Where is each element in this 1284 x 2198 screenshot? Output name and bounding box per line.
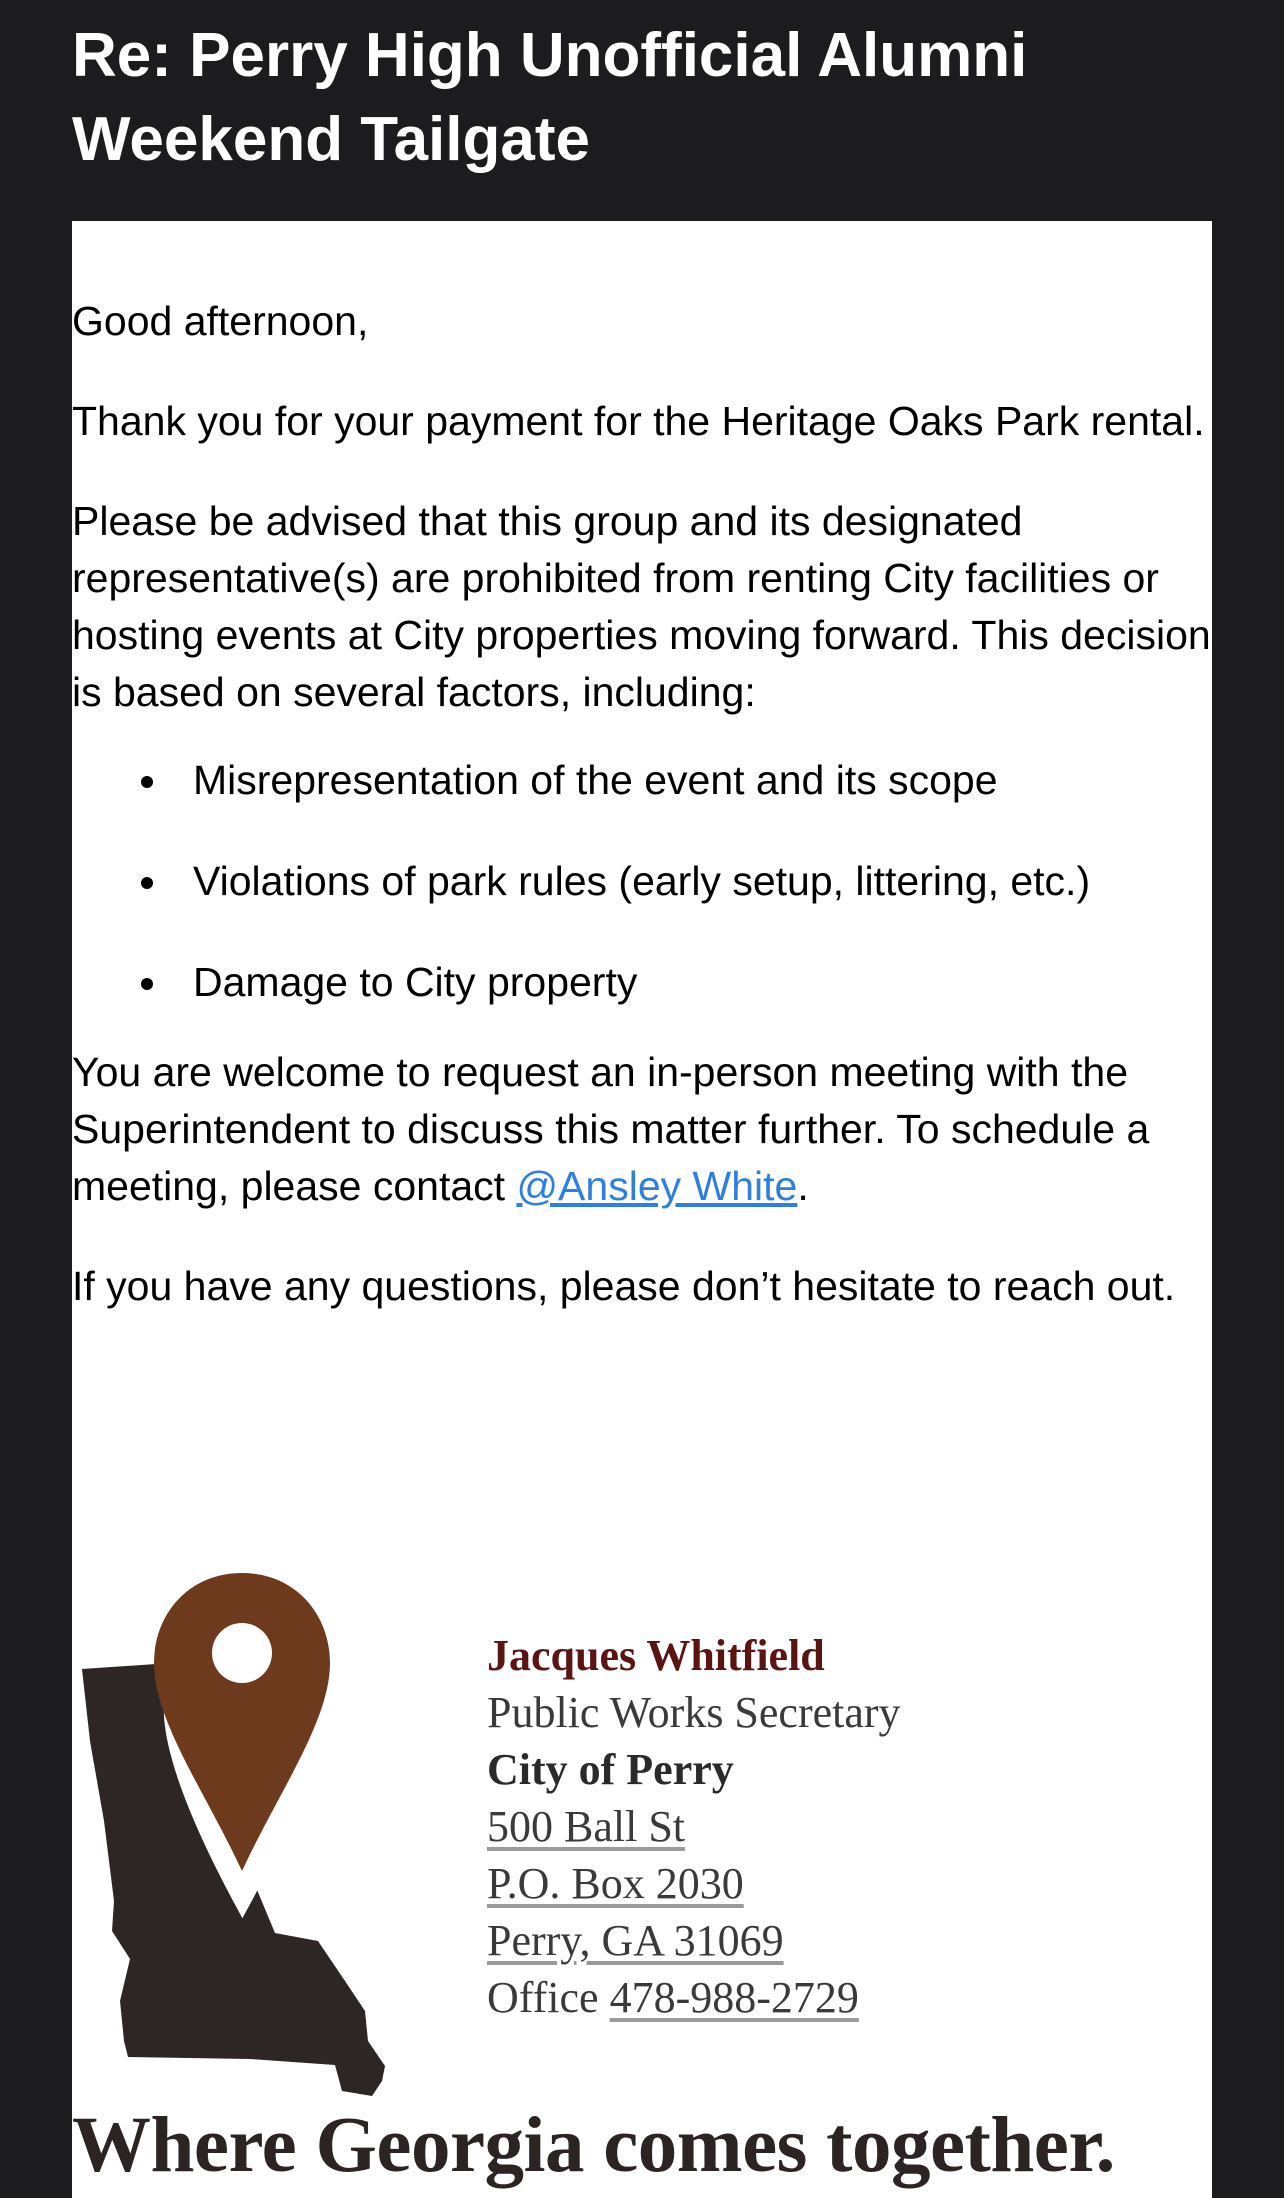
georgia-map-pin-logo-icon bbox=[80, 1571, 440, 2101]
office-line bbox=[487, 1969, 1187, 2026]
sender-name: Jacques Whitfield bbox=[487, 1631, 825, 1680]
bullet-icon bbox=[141, 978, 153, 990]
mention-link-ansley-white[interactable]: @Ansley White bbox=[516, 1163, 798, 1209]
greeting-text: Good afternoon, bbox=[72, 298, 369, 344]
email-body-card bbox=[72, 221, 1212, 2198]
reason-text: Misrepresentation of the event and its scope bbox=[193, 757, 998, 803]
meeting-paragraph bbox=[72, 1044, 1212, 1215]
signature-tagline: Where Georgia comes together. bbox=[72, 2102, 1115, 2189]
bullet-icon bbox=[141, 877, 153, 889]
list-item bbox=[72, 853, 1212, 910]
bullet-icon bbox=[141, 776, 153, 788]
sender-title: Public Works Secretary bbox=[487, 1688, 901, 1737]
advisory-paragraph: Please be advised that this group and its designated representative(s) are prohibited from renting City facilities or hosting events at City properties moving forward. This decision is based on several factors, including: bbox=[72, 498, 1211, 715]
office-phone-link[interactable]: 478-988-2729 bbox=[609, 1973, 859, 2022]
thanks-paragraph: Thank you for your payment for the Heritage Oaks Park rental. bbox=[72, 398, 1205, 444]
reasons-list bbox=[72, 752, 1212, 1011]
address-line-po-box[interactable]: P.O. Box 2030 bbox=[487, 1859, 744, 1908]
address-line-city[interactable]: Perry, GA 31069 bbox=[487, 1916, 784, 1965]
meeting-period: . bbox=[797, 1163, 809, 1209]
email-subject: Re: Perry High Unofficial Alumni Weekend Tailgate bbox=[72, 21, 1028, 174]
email-body bbox=[72, 293, 1212, 1315]
list-item bbox=[72, 954, 1212, 1011]
address-line-street[interactable]: 500 Ball St bbox=[487, 1802, 686, 1851]
reason-text: Violations of park rules (early setup, littering, etc.) bbox=[193, 858, 1091, 904]
office-label: Office bbox=[487, 1973, 610, 2022]
closing-paragraph: If you have any questions, please don’t hesitate to reach out. bbox=[72, 1263, 1176, 1309]
list-item bbox=[72, 752, 1212, 809]
meeting-text: You are welcome to request an in-person meeting with the Superintendent to discuss this matter further. To schedule a meeting, please contact bbox=[72, 1049, 1150, 1209]
reason-text: Damage to City property bbox=[193, 959, 638, 1005]
email-signature bbox=[487, 1627, 1187, 2026]
sender-organization: City of Perry bbox=[487, 1745, 734, 1794]
